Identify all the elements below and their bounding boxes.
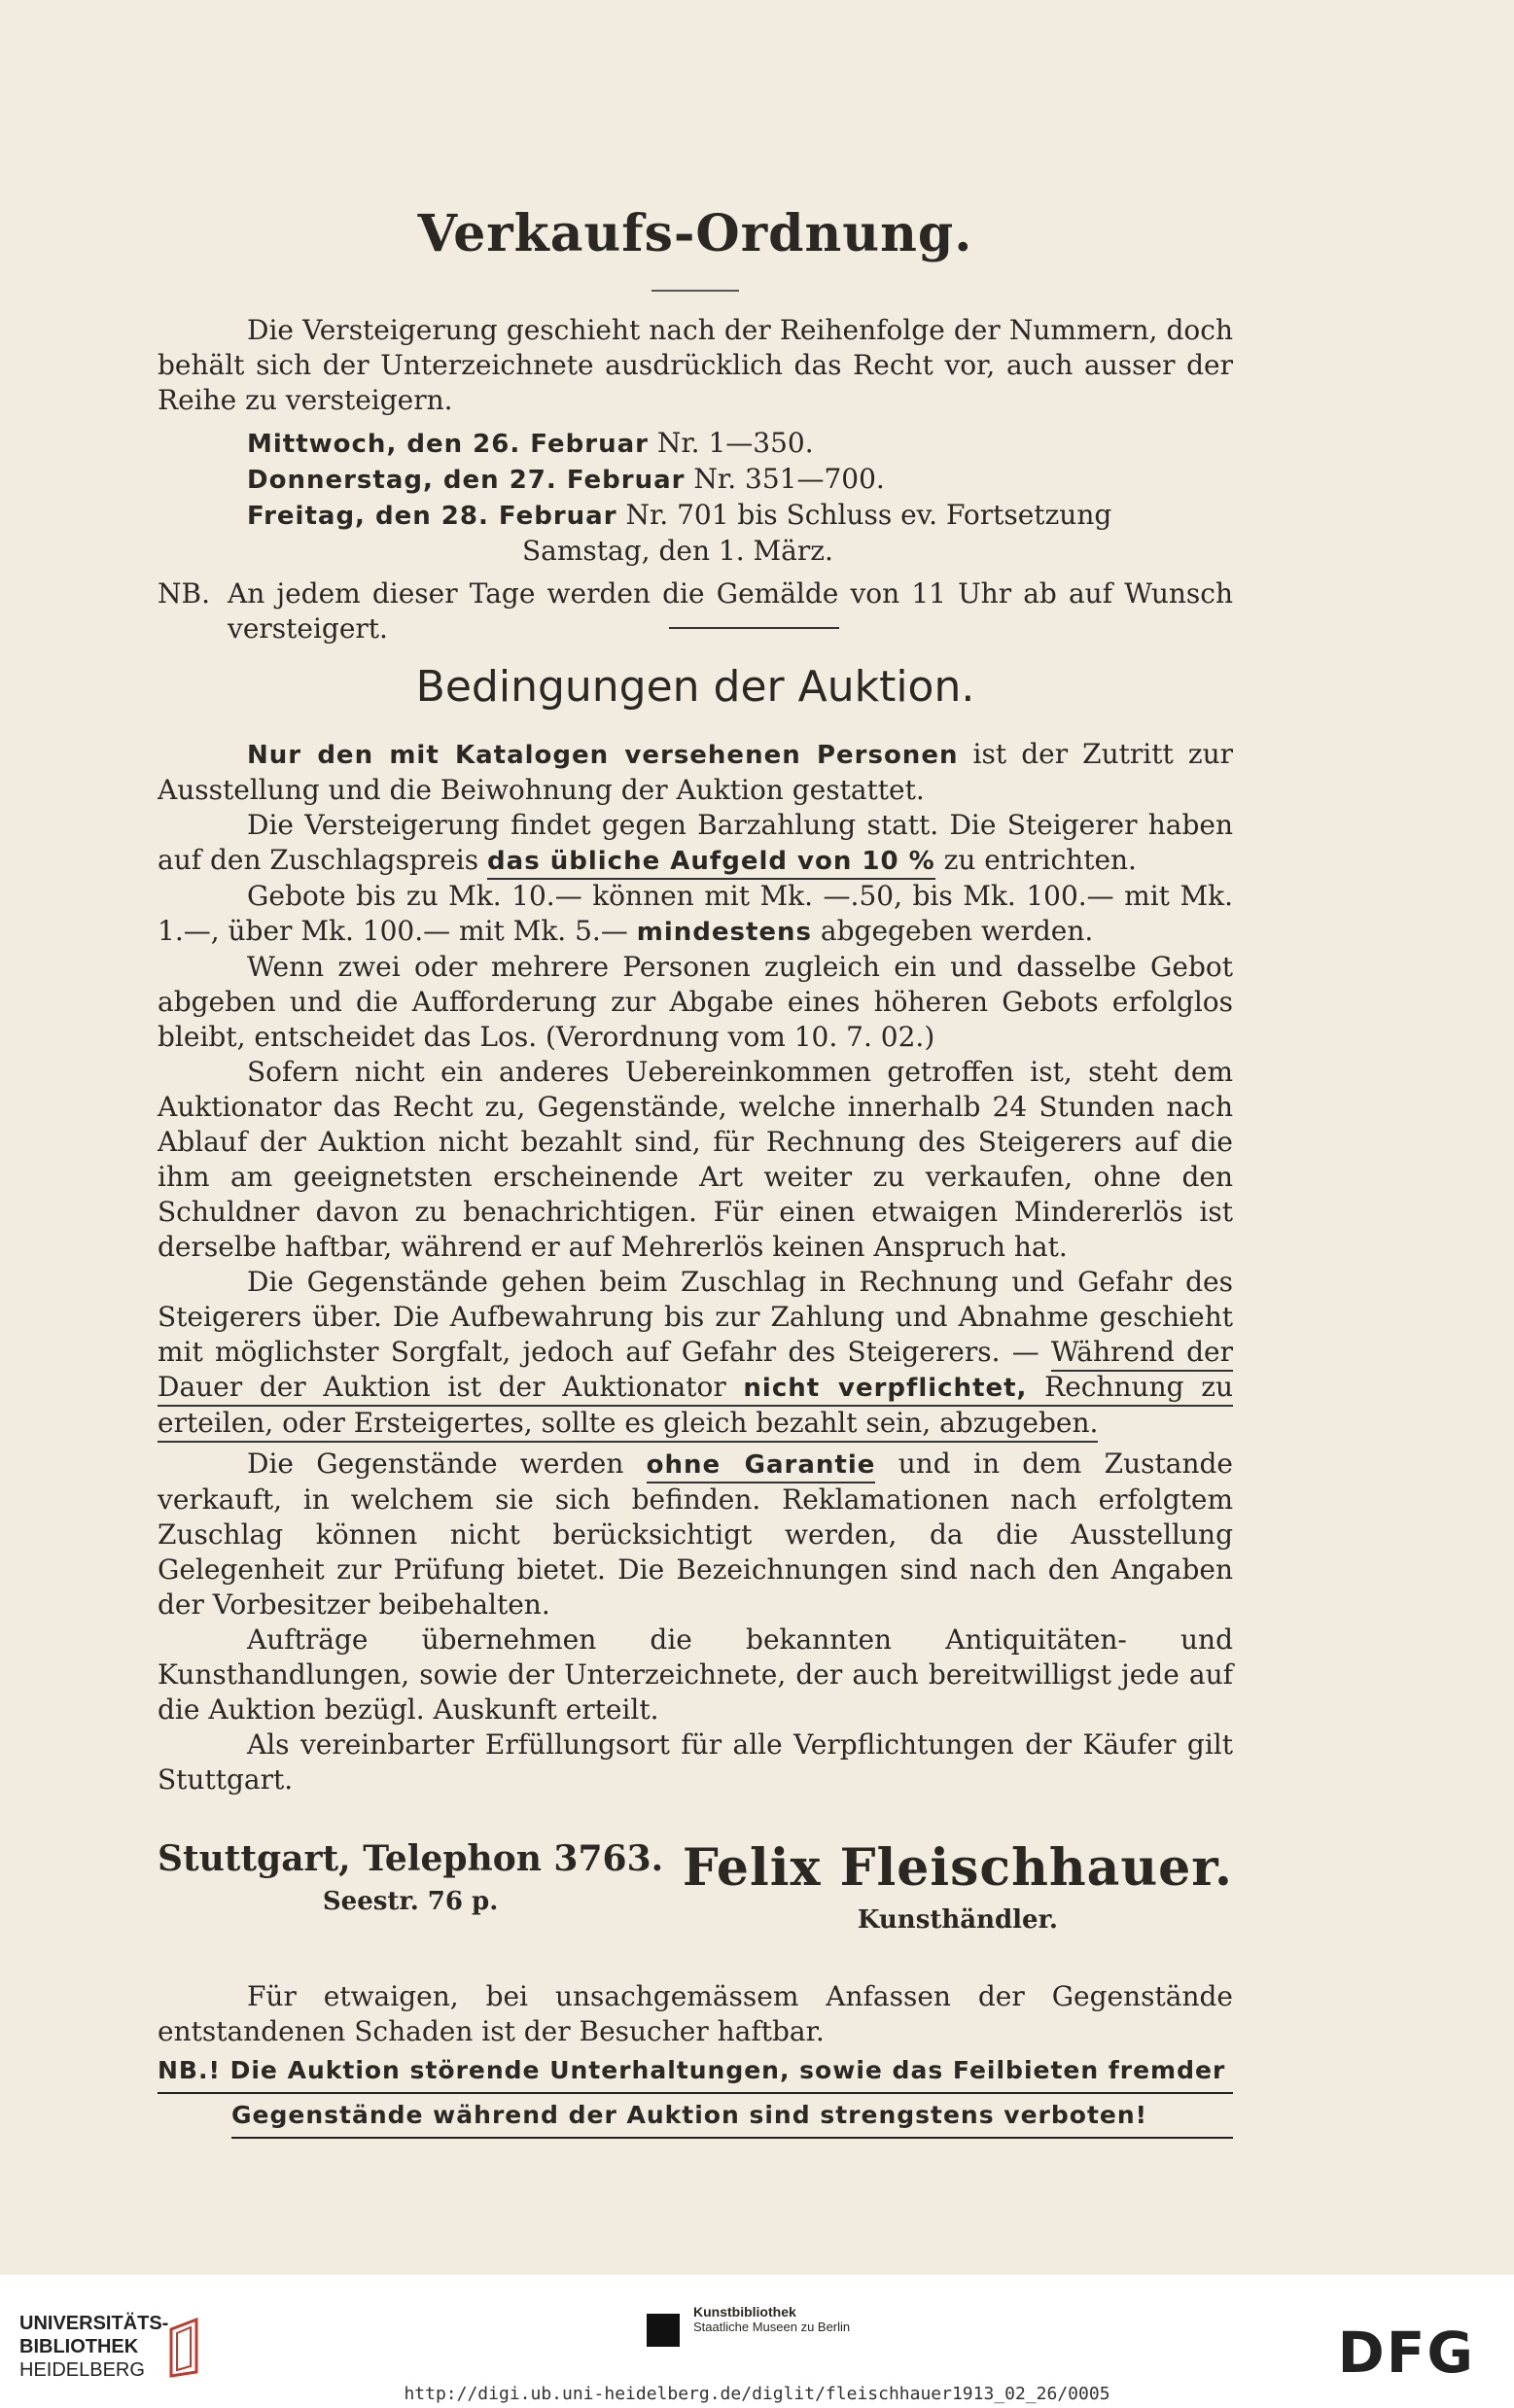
condition-paragraph: Als vereinbarter Erfüllungsort für alle Verpflichtungen der Käufer gilt Stuttgart. (158, 1728, 1233, 1797)
divider (651, 290, 739, 292)
condition-paragraph (158, 879, 1233, 950)
signature-address: Seestr. 76 p. (322, 1887, 499, 1917)
signature-firm: Felix Fleischhauer. (682, 1838, 1233, 1899)
kunstbibliothek-logo[interactable] (647, 2304, 850, 2347)
date-day: Freitag, den 28. Februar (247, 502, 617, 532)
nb-warning-line (158, 2049, 1233, 2094)
section-title: Bedingungen der Auktion. (415, 662, 975, 713)
ub-line: HEIDELBERG (19, 2359, 145, 2381)
condition-paragraph (158, 1265, 1233, 1441)
condition-paragraph: Sofern nicht ein anderes Uebereinkommen getroffen ist, steht dem Auktionator das Recht zu, Gegenstände, welche innerhalb 24 Stunden nach Ablauf der Auktion nicht bezahlt sind, für Rechnung des Steigerers auf die ihm am geeignetsten erscheinende Art weiter zu verkaufen, ohne den Schuldner davon zu benachrichtigen. Für einen etwaigen Mindererlös ist derselbe haftbar, während er auf Mehrerlös keinen Anspruch hat. (158, 1056, 1233, 1264)
date-range: Nr. 1—350. (656, 427, 814, 460)
text: ist der Zutritt zur Ausstellung und die Beiwohnung der Auktion gestattet. (158, 738, 1234, 807)
emphasis: ohne Garantie (647, 1450, 876, 1483)
condition-paragraph (158, 1447, 1233, 1623)
date-day: Mittwoch, den 26. Februar (247, 430, 649, 460)
signature-right (683, 1838, 1233, 1935)
condition-paragraph (158, 737, 1233, 808)
date-row (247, 498, 1233, 534)
emphasis: nicht verpflichtet, (743, 1374, 1027, 1407)
nb-text: An jedem dieser Tage werden die Gemälde von 11 Uhr ab auf Wunsch versteigert. (228, 577, 1233, 646)
university-library-logo[interactable] (19, 2312, 168, 2382)
ub-line: UNIVERSITÄTS- (19, 2313, 169, 2334)
liability-paragraph: Für etwaigen, bei unsachgemässem Anfassen der Gegenstände entstandenen Schaden ist der Besucher haftbar. (158, 1980, 1233, 2048)
emphasis: Nur den mit Katalogen versehenen Personen (247, 741, 959, 771)
ub-line: BIBLIOTHEK (19, 2336, 139, 2357)
page-content (158, 204, 1233, 2139)
date-day: Donnerstag, den 27. Februar (247, 466, 686, 496)
signature-left (158, 1838, 663, 1935)
ub-logo-icon (163, 2316, 202, 2380)
condition-paragraph: Aufträge übernehmen die bekannten Antiquitäten- und Kunsthandlungen, sowie der Unterzeichnete, der auch bereitwilligst jede auf die Auktion bezügl. Auskunft erteilt. (158, 1623, 1233, 1727)
text: und in dem Zustande verkauft, in welchem sie sich befinden. Reklamationen nach erfolgtem Zuschlag können nicht berücksichtigt werden, da die Ausstellung Gelegenheit zur Prüfung bietet. Die Bezeichnungen sind nach den Angaben der Vorbesitzer beibehalten. (158, 1448, 1233, 1622)
date-row (247, 462, 1233, 498)
nb-warning-label: NB.! (158, 2056, 221, 2085)
signature-block (158, 1838, 1233, 1935)
divider (669, 627, 839, 629)
emphasis: mindestens (636, 918, 813, 948)
text: Gebote bis zu Mk. 10.— können mit Mk. —.50, bis Mk. 100.— mit Mk. 1.—, über Mk. 100.— mit Mk. 5.— (158, 880, 1233, 948)
permalink-url[interactable]: http://digi.ub.uni-heidelberg.de/diglit/fleischhauer1913_02_26/0005 (404, 2384, 1110, 2404)
nb-note (158, 576, 1233, 646)
text: Die Gegenstände gehen beim Zuschlag in Rechnung und Gefahr des Steigerers über. Die Aufbewahrung bis zur Zahlung und Abnahme geschieht mit möglichster Sorgfalt, jedoch auf Gefahr des Steigerers. — (158, 1266, 1233, 1369)
nb-label: NB. (158, 577, 210, 611)
signature-city: Stuttgart, Telephon 3763. (158, 1838, 664, 1880)
date-range: Nr. 701 bis Schluss ev. Fortsetzung (625, 499, 1112, 532)
nb-warning (158, 2049, 1233, 2139)
text: zu entrichten. (934, 844, 1137, 877)
digitization-footer (0, 2275, 1514, 2408)
auction-dates (247, 426, 1233, 569)
text: Die Versteigerung findet gegen Barzahlung statt. Die Steigerer haben auf den Zuschlagspreis (158, 809, 1233, 877)
condition-paragraph: Wenn zwei oder mehrere Personen zugleich ein und dasselbe Gebot abgeben und die Aufforderung zur Abgabe eines höheren Gebots erfolglos bleibt, entscheidet das Los. (Verordnung vom 10. 7. 02.) (158, 951, 1233, 1054)
kb-line: Staatliche Museen zu Berlin (693, 2320, 851, 2334)
kb-line: Kunstbibliothek (693, 2304, 796, 2320)
kunstbibliothek-icon (647, 2314, 680, 2347)
text: abgegeben werden. (812, 915, 1094, 948)
signature-role: Kunsthändler. (857, 1905, 1058, 1936)
dfg-logo[interactable]: DFG (1337, 2320, 1475, 2386)
page-title: Verkaufs-Ordnung. (417, 204, 973, 263)
text: Die Gegenstände werden (247, 1448, 647, 1481)
underlined-text: Während der Dauer der Auktion ist der Auktionator (158, 1336, 1233, 1407)
condition-paragraph (158, 808, 1233, 879)
intro-paragraph: Die Versteigerung geschieht nach der Reihenfolge der Nummern, doch behält sich der Unterzeichnete ausdrücklich das Recht vor, auch ausser der Reihe zu versteigern. (158, 314, 1233, 417)
underlined-text: Rechnung zu erteilen, oder Ersteigertes, sollte es gleich bezahlt sein, abzugeben. (158, 1371, 1233, 1443)
nb-warning-text: Die Auktion störende Unterhaltungen, sowie das Feilbieten fremder (229, 2056, 1226, 2085)
nb-warning-line: Gegenstände während der Auktion sind strengstens verboten! (231, 2094, 1233, 2139)
emphasis: das übliche Aufgeld von 10 % (487, 847, 935, 880)
date-range: Nr. 351—700. (693, 463, 885, 496)
date-row (247, 426, 1233, 462)
date-continuation: Samstag, den 1. März. (522, 535, 833, 568)
